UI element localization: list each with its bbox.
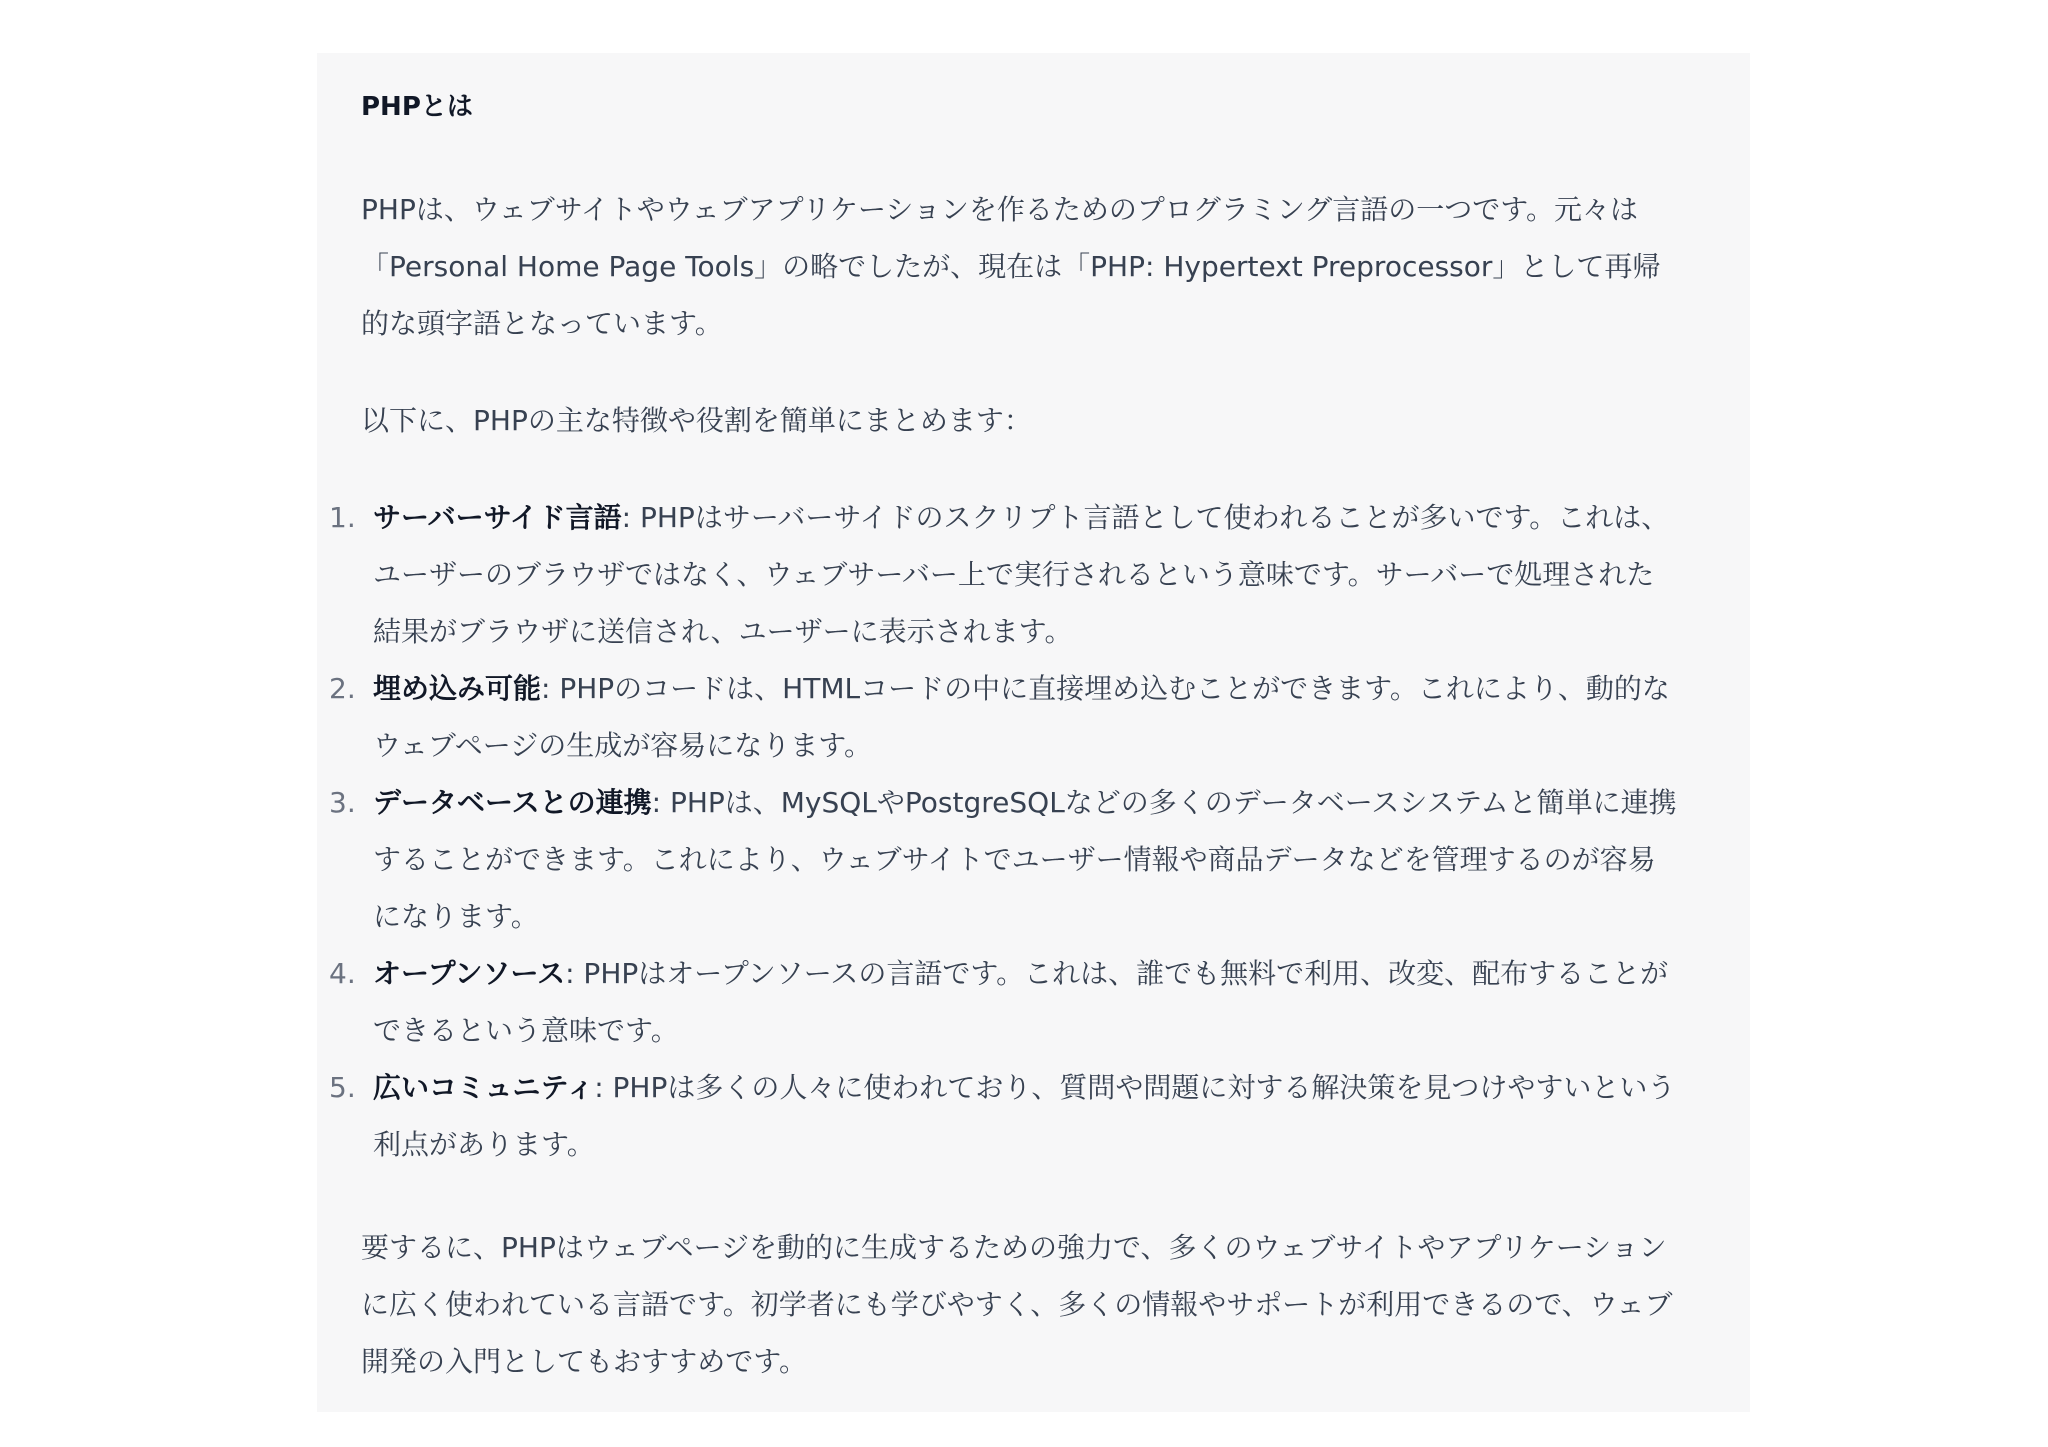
list-item-text: : PHPはオープンソースの言語です。これは、誰でも無料で利用、改変、配布することができるという意味です。 — [373, 957, 1669, 1047]
summary-paragraph: 要するに、PHPはウェブページを動的に生成するための強力で、多くのウェブサイトやアプリケーションに広く使われている言語です。初学者にも学びやすく、多くの情報やサポートが利用できるので、ウェブ開発の入門としてもおすすめです。 — [361, 1231, 1673, 1378]
list-item-body — [373, 945, 1680, 1059]
list-item-body — [373, 660, 1680, 774]
list-item — [329, 774, 1680, 945]
list-item-title: 広いコミュニティ — [373, 1071, 595, 1104]
list-item-title: 埋め込み可能 — [373, 672, 542, 705]
chat-message-panel — [317, 53, 1750, 1412]
list-item-text: : PHPは多くの人々に使われており、質問や問題に対する解決策を見つけやすいという利点があります。 — [373, 1071, 1676, 1161]
list-item-title: サーバーサイド言語 — [373, 501, 622, 534]
lead-paragraph: 以下に、PHPの主な特徴や役割を簡単にまとめます： — [361, 404, 1032, 437]
list-item — [329, 1059, 1680, 1173]
feature-list — [329, 489, 1680, 1173]
list-item-number: 2. — [329, 672, 356, 705]
list-item-body — [373, 1059, 1680, 1173]
list-item-title: オープンソース — [373, 957, 566, 990]
list-item — [329, 489, 1680, 660]
list-item — [329, 660, 1680, 774]
list-item-body — [373, 489, 1680, 660]
list-item — [329, 945, 1680, 1059]
list-item-number: 1. — [329, 501, 356, 534]
list-item-number: 4. — [329, 957, 356, 990]
intro-paragraph: PHPは、ウェブサイトやウェブアプリケーションを作るためのプログラミング言語の一つです。元々は「Personal Home Page Tools」の略でしたが、現在は「PHP: Hypertext Preprocessor」として再帰的な頭字語となっています。 — [361, 193, 1661, 340]
message-heading: PHPとは — [361, 91, 473, 122]
list-item-text: : PHPは、MySQLやPostgreSQLなどの多くのデータベースシステムと簡単に連携することができます。これにより、ウェブサイトでユーザー情報や商品データなどを管理するのが容易になります。 — [373, 786, 1677, 933]
list-item-body — [373, 774, 1680, 945]
list-item-title: データベースとの連携 — [373, 786, 652, 819]
list-item-number: 5. — [329, 1071, 356, 1104]
list-item-text: : PHPのコードは、HTMLコードの中に直接埋め込むことができます。これにより、動的なウェブページの生成が容易になります。 — [373, 672, 1670, 762]
list-item-number: 3. — [329, 786, 356, 819]
list-item-text: : PHPはサーバーサイドのスクリプト言語として使われることが多いです。これは、ユーザーのブラウザではなく、ウェブサーバー上で実行されるという意味です。サーバーで処理された結果がブラウザに送信され、ユーザーに表示されます。 — [373, 501, 1670, 648]
